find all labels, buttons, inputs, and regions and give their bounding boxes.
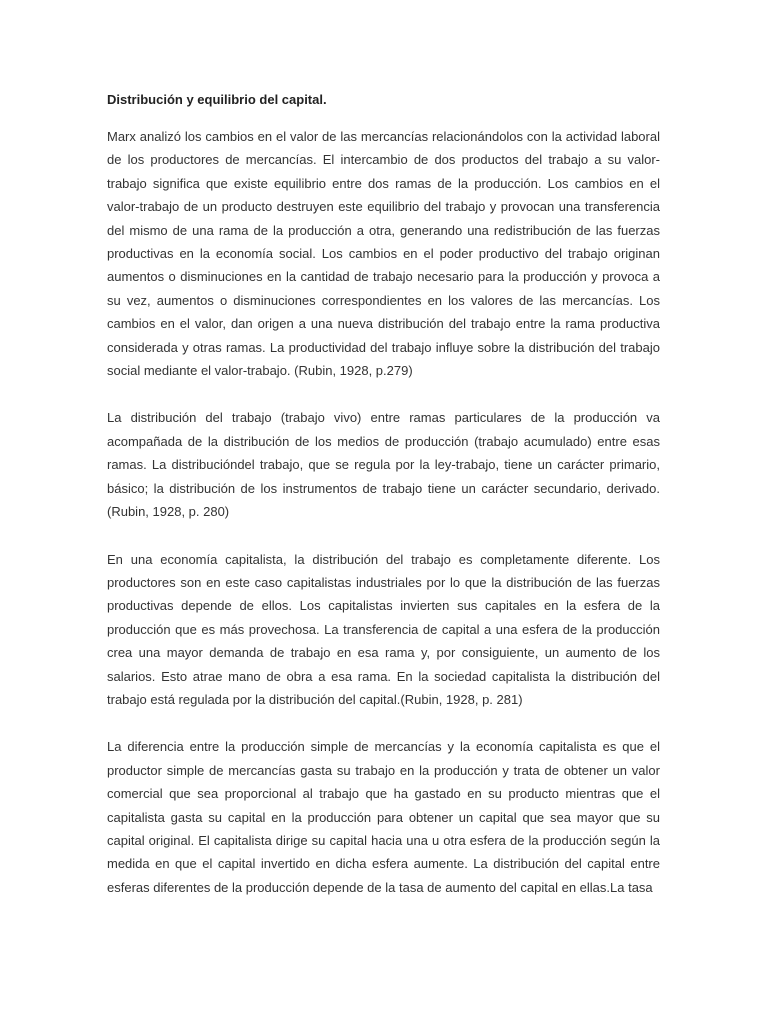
document-title: Distribución y equilibrio del capital.	[107, 92, 327, 107]
document-page	[107, 91, 660, 923]
paragraph-marx-valor: Marx analizó los cambios en el valor de las mercancías relacionándolos con la actividad laboral de los productores de mercancías. El intercambio de dos productos del trabajo a su valor-trabajo significa que existe equilibrio entre dos ramas de la producción. Los cambios en el valor-trabajo de un producto destruyen este equilibrio del trabajo y provocan una transferencia del mismo de una rama de la producción a otra, generando una redistribución de las fuerzas productivas en la economía social. Los cambios en el poder productivo del trabajo originan aumentos o disminuciones en la cantidad de trabajo necesario para la producción y provoca a su vez, aumentos o disminuciones correspondientes en los valores de las mercancías. Los cambios en el valor, dan origen a una nueva distribución del trabajo entre la rama productiva considerada y otras ramas. La productividad del trabajo influye sobre la distribución del trabajo social mediante el valor-trabajo. (Rubin, 1928, p.279)	[107, 129, 660, 379]
paragraph-diferencia-produccion: La diferencia entre la producción simple de mercancías y la economía capitalista es que el productor simple de mercancías gasta su trabajo en la producción y trata de obtener un valor comercial que sea proporcional al trabajo que ha gastado en su producto mientras que el capitalista gasta su capital en la producción para obtener un capital que sea mayor que su capital original. El capitalista dirige su capital hacia una u otra esfera de la producción según la medida en que el capital invertido en dicha esfera aumente. La distribución del capital entre esferas diferentes de la producción depende de la tasa de aumento del capital en ellas.La tasa	[107, 739, 660, 895]
paragraph-economia-capitalista: En una economía capitalista, la distribución del trabajo es completamente diferente. Los productores son en este caso capitalistas industriales por lo que la distribución de las fuerzas productivas depende de ellos. Los capitalistas invierten sus capitales en la esfera de la producción que es más provechosa. La transferencia de capital a una esfera de la producción crea una mayor demanda de trabajo en esa rama y, por consiguiente, un aumento de los salarios. Esto atrae mano de obra a esa rama. En la sociedad capitalista la distribución del trabajo está regulada por la distribución del capital.(Rubin, 1928, p. 281)	[107, 551, 660, 707]
paragraph-distribucion-trabajo: La distribución del trabajo (trabajo vivo) entre ramas particulares de la producción va acompañada de la distribución de los medios de producción (trabajo acumulado) entre esas ramas. La distribucióndel trabajo, que se regula por la ley-trabajo, tiene un carácter primario, básico; la distribución de los instrumentos de trabajo tiene un carácter secundario, derivado. (Rubin, 1928, p. 280)	[107, 410, 660, 520]
